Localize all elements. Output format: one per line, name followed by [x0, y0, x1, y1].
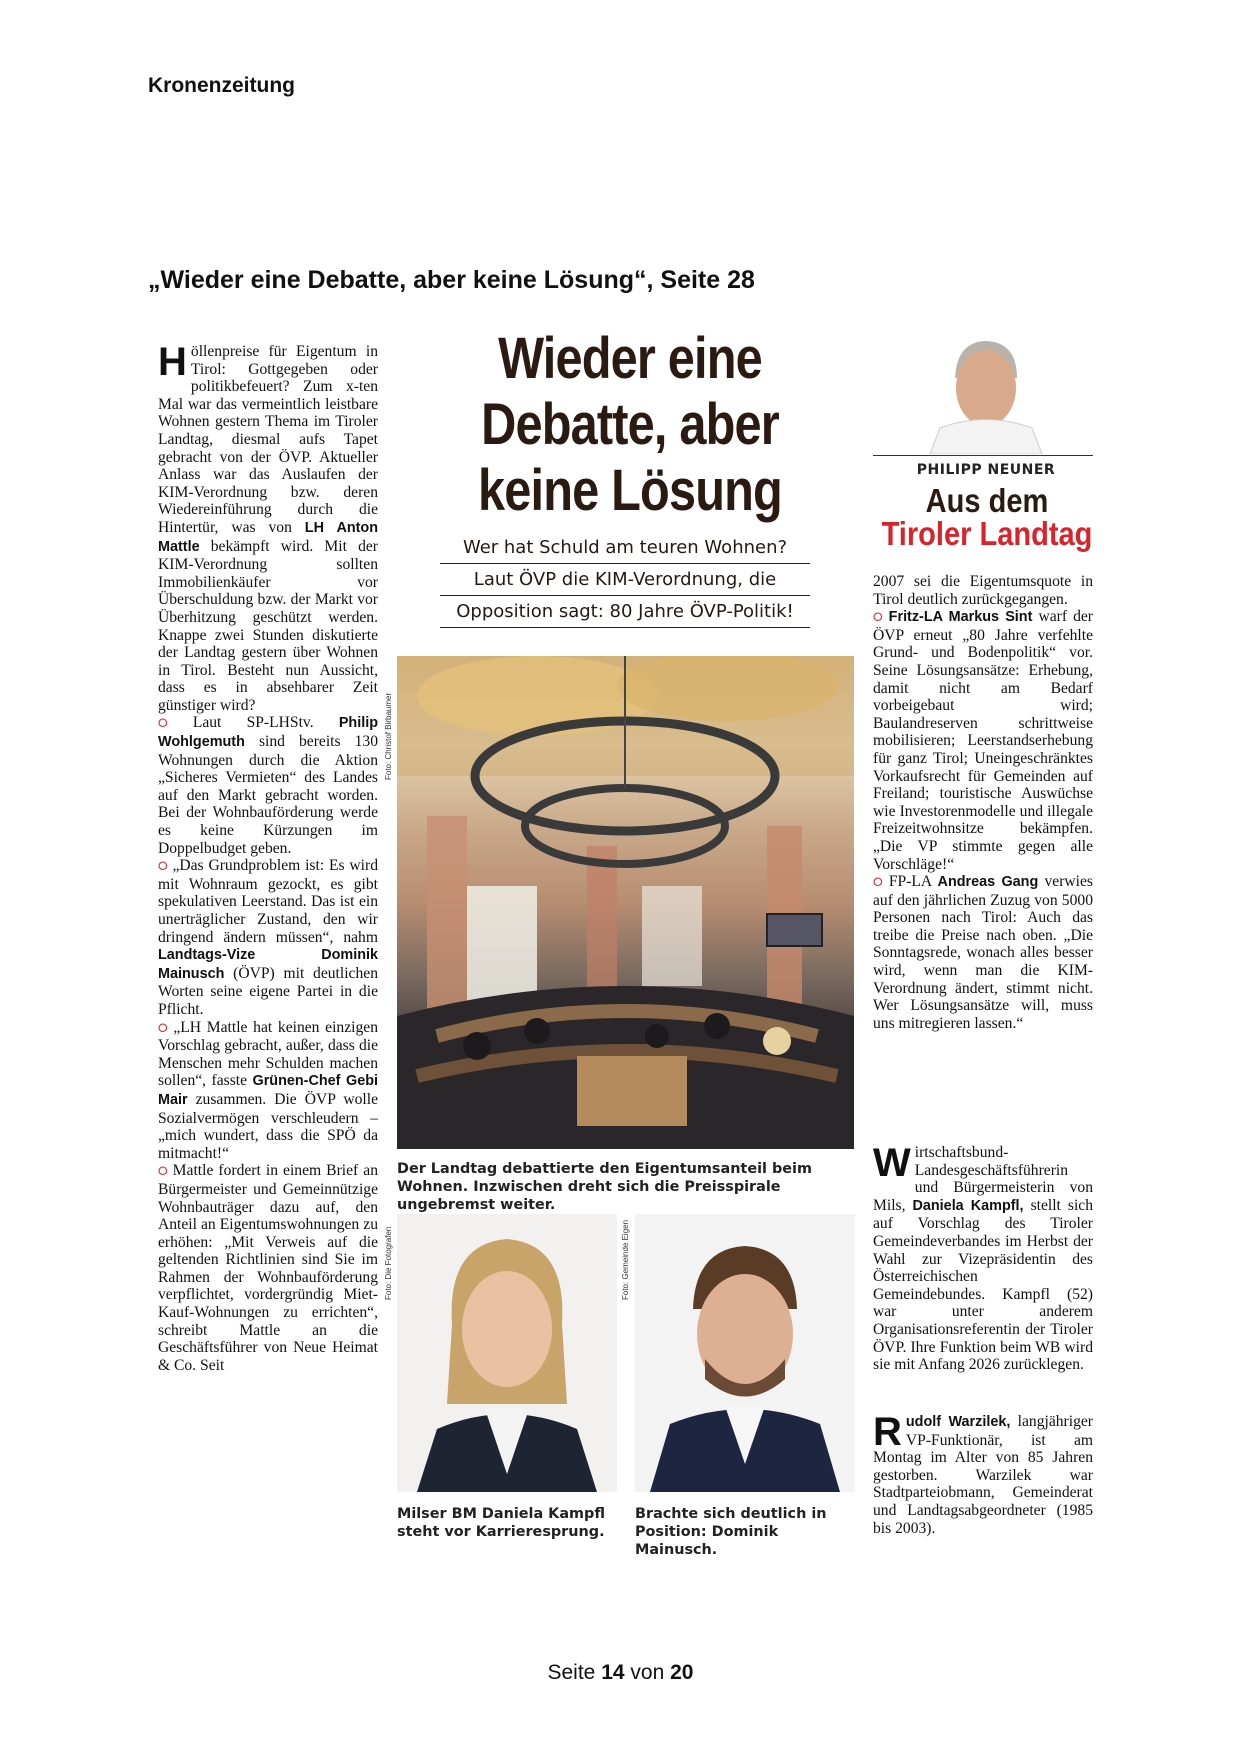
dropcap-r: R: [873, 1410, 902, 1454]
portrait-neuner: [925, 333, 1045, 454]
paragraph-eigentumsquote: 2007 sei die Eigentumsquote in Tirol deutlich zurückgegangen.: [873, 573, 1093, 608]
caption-kampfl: Milser BM Daniela Kampfl steht vor Karrieresprung.: [397, 1506, 605, 1540]
photo-credit-mainusch: Foto: Gemeinde Eigen: [621, 1219, 630, 1300]
subheadline-line-2: Laut ÖVP die KIM-Verordnung, die: [440, 569, 810, 596]
author-divider: [873, 455, 1093, 456]
subheadline-line-3: Opposition sagt: 80 Jahre ÖVP-Politik!: [440, 601, 810, 628]
paragraph-sint: ⭘ Fritz-LA Markus Sint warf der ÖVP erneut „80 Jahre verfehlte Grund- und Bodenpolitik“ vor. Seine Lösungsansätze: Erhebung, damit nicht am Bedarf vorbeigebaut wird; Baulandreserven schrittweise mobilisieren; Leerstandserhebung für ganz Tirol; Uneingeschränktes Vorkaufsrecht für Gemeinden auf Freiland; touristische Auswüchse wie Investorenmodelle und illegale Freizeitwohnsitze bekämpfen. „Die VP stimmte gegen alle Vorschläge!“: [873, 608, 1093, 873]
author-photo: [925, 333, 1045, 454]
paragraph-mair: ⭘ „LH Mattle hat keinen einzigen Vorschlag gebracht, außer, dass die Menschen mehr Schulden machen sollen“, fasste Grünen-Chef Gebi Mair zusammen. Die ÖVP wolle Sozialvermögen verschleudern – „mich wundert, dass die SPÖ da mitmacht!“: [158, 1018, 378, 1162]
bullet-icon: ⭘: [158, 1164, 168, 1179]
column-item-warzilek: Rudolf Warzilek, langjähriger VP-Funktionär, ist am Montag im Alter von 85 Jahren gestorben. Warzilek war Stadtparteiobmann, Gemeinderat und Landtagsabgeordneter (1985 bis 2003).: [873, 1410, 1093, 1537]
page-number: 14: [601, 1661, 625, 1684]
paragraph-letter: ⭘ Mattle fordert in einem Brief an Bürgermeister und Gemeinnützige Wohnbauträger dazu auf, den Anteil an Eigentumswohnungen zu erhöhen: „Mit Verweis auf die geltenden Richtlinien sind Sie im Rahmen der Wohnbauförderung verpflichtet, vordergründig Miet-Kauf-Wohnungen zu errichten“, schreibt Mattle an die Geschäftsführer von Neue Heimat & Co. Seit: [158, 1162, 378, 1374]
author-name: PHILIPP NEUNER: [916, 462, 1056, 478]
column-kicker-line-2: Tiroler Landtag: [881, 515, 1093, 552]
bullet-icon: ⭘: [873, 610, 883, 625]
paragraph-intro: Höllenpreise für Eigentum in Tirol: Gottgegeben oder politikbefeuert? Zum x-ten Mal war das vermeintlich leistbare Wohnen gestern Thema im Tiroler Landtag, diesmal aufs Tapet gebracht von der ÖVP. Aktueller Anlass war das Auslaufen der KIM-Verordnung bzw. deren Wiedereinführung durch die Hintertür, was von LH Anton Mattle bekämpft wird. Mit der KIM-Verordnung sollten Immobilienkäufer vor Überschuldung bzw. der Markt vor Überhitzung geschützt werden. Knappe zwei Stunden diskutierte der Landtag gestern über Wohnen in Tirol. Besteht nun Aussicht, dass es in absehbarer Zeit günstiger wird?: [158, 340, 379, 714]
column-kicker-line-1: Aus dem: [925, 482, 1049, 519]
article-reference-heading: „Wieder eine Debatte, aber keine Lösung“, Seite 28: [148, 266, 755, 294]
page-total: 20: [670, 1661, 694, 1684]
caption-main-photo: Der Landtag debattierte den Eigentumsanteil beim Wohnen. Inzwischen dreht sich die Preisspirale ungebremst weiter.: [397, 1161, 812, 1213]
chamber-illustration: [397, 656, 854, 1149]
landtag-chamber-photo: [397, 656, 854, 1149]
paragraph-mainusch: ⭘ „Das Grundproblem ist: Es wird mit Wohnraum gezockt, es gibt spekulativen Leerstand. Das ist ein unerträglicher Zustand, den wir dringend ändern müssen“, nahm Landtags-Vize Dominik Mainusch (ÖVP) mit deutlichen Worten seine eigene Partei in die Pflicht.: [158, 857, 378, 1018]
bullet-icon: ⭘: [158, 859, 168, 874]
name-anton-mattle: LH Anton Mattle: [158, 519, 379, 555]
subheadline-line-1: Wer hat Schuld am teuren Wohnen?: [440, 537, 810, 564]
column-item-kampfl: Wirtschaftsbund- Landesgeschäftsführerin und Bürgermeisterin von Mils, Daniela Kampfl, stellt sich auf Vorschlag des Tiroler Gemeindeverbandes im Herbst der Wahl zur Vizepräsidentin des Österreichischen Gemeindebundes. Kampfl (52) war unter anderem Organisationsreferentin der Tiroler ÖVP. Ihre Funktion beim WB wird sie mit Anfang 2026 zurücklegen.: [873, 1141, 1093, 1374]
bullet-icon: ⭘: [158, 1020, 168, 1035]
photo-credit-kampfl: Foto: Die Fotografen: [384, 1226, 393, 1300]
portrait-kampfl: [397, 1214, 617, 1492]
article-headline: Wieder eine Debatte, aber keine Lösung: [478, 326, 782, 523]
photo-credit-main: Foto: Christof Birbaumer: [384, 692, 393, 780]
bullet-icon: ⭘: [873, 875, 883, 890]
page-footer: Seite 14 von 20: [547, 1661, 694, 1684]
article-column-1: [158, 340, 379, 1374]
source-label: Kronenzeitung: [148, 74, 295, 97]
dropcap-h: H: [158, 340, 187, 384]
caption-mainusch: Brachte sich deutlich in Position: Dominik Mainusch.: [635, 1506, 827, 1558]
paragraph-gang: ⭘ FP-LA Andreas Gang verwies auf den jährlichen Zuzug von 5000 Personen nach Tirol: Auch das treibe die Preise nach oben. „Die Sonntagsrede, wonach alles besser wird, wenn man die KIM-Verordnung ändert, stimmt nicht. Wer Lösungsansätze will, muss uns mitregieren lassen.“: [873, 873, 1093, 1032]
article-column-3: [873, 573, 1093, 1032]
daniela-kampfl-photo: [397, 1214, 617, 1492]
bullet-icon: ⭘: [158, 716, 168, 731]
portrait-mainusch: [635, 1214, 855, 1492]
paragraph-wohlgemuth: ⭘ Laut SP-LHStv. Philip Wohlgemuth sind bereits 130 Wohnungen durch die Aktion „Sicheres Vermieten“ des Landes auf den Markt gebracht worden. Bei der Wohnbauförderung werde es keine Kürzungen im Doppelbudget geben.: [158, 714, 378, 857]
dropcap-w: W: [873, 1141, 911, 1185]
dominik-mainusch-photo: [635, 1214, 855, 1492]
